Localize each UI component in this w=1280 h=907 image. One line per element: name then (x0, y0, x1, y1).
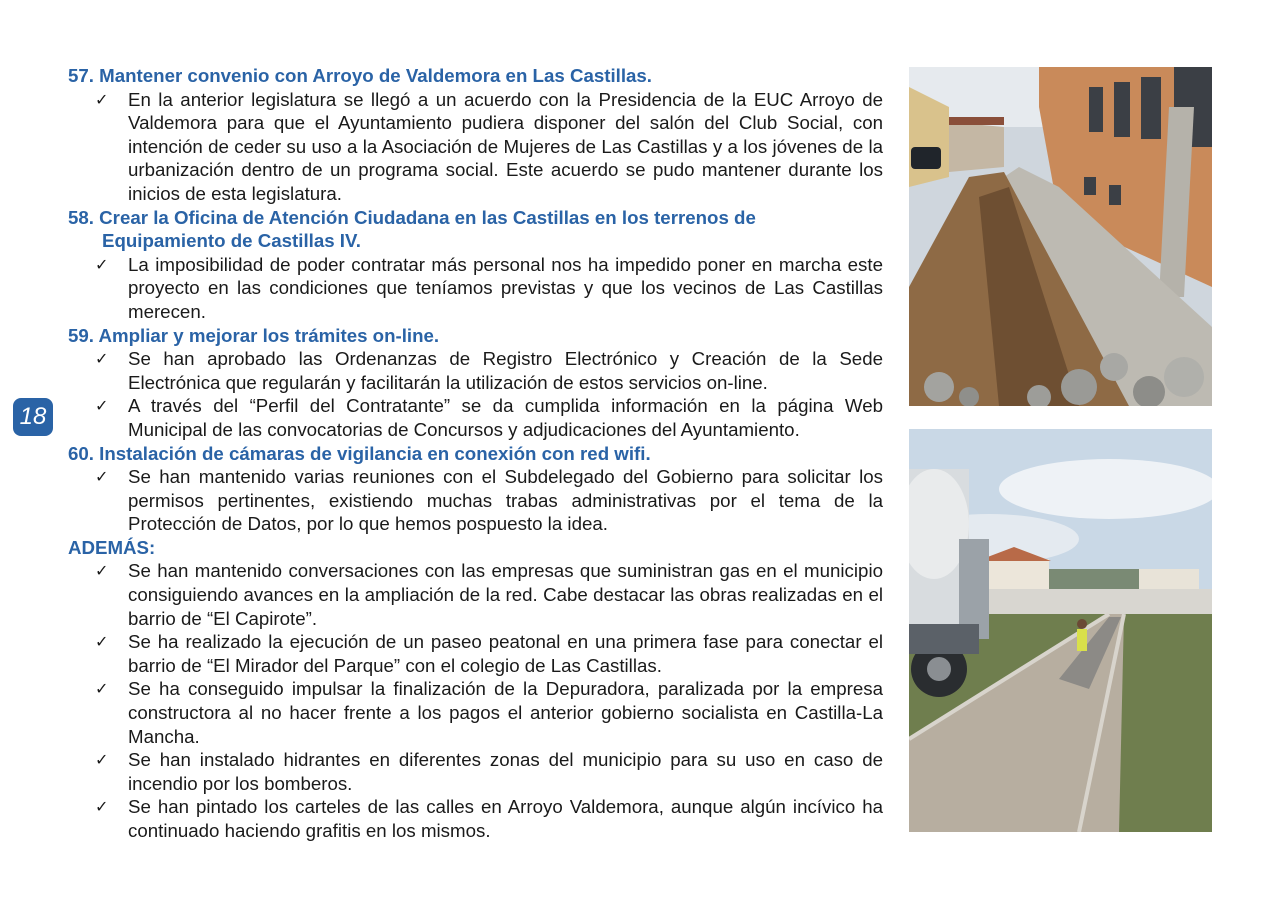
section-heading: 60. Instalación de cámaras de vigilancia en conexión con red wifi. (68, 442, 651, 464)
list-item (68, 465, 883, 536)
list-item-text: Se han pintado los carteles de las calles en Arroyo Valdemora, aunque algún incívico ha continuado haciendo grafitis en los mismos. (128, 796, 883, 841)
list-item (68, 677, 883, 748)
list-item (68, 88, 883, 206)
photo-pedestrian-path (909, 429, 1212, 832)
checkmark-icon: ✓ (95, 467, 109, 487)
pedestrian-path-illustration (909, 429, 1212, 832)
checkmark-icon: ✓ (95, 349, 109, 369)
list-item-text: Se han mantenido conversaciones con las empresas que suministran gas en el municipio consiguiendo avances en la ampliación de la red. Cabe destacar las obras realizadas en el barrio de “El Capirote”. (128, 560, 883, 629)
page-number-badge: 18 (13, 398, 53, 436)
section-heading: 57. Mantener convenio con Arroyo de Valdemora en Las Castillas. (68, 65, 653, 86)
list-item (68, 748, 883, 795)
list-item (68, 795, 883, 842)
list-item-text: Se ha conseguido impulsar la finalización de la Depuradora, paralizada por la empresa constructora al no hacer frente a los pagos el anterior gobierno socialista en Castilla-La Mancha. (128, 678, 883, 747)
section-heading: 58. Crear la Oficina de Atención Ciudadana en las Castillas en los terrenos de Equipamiento de Castillas IV. (68, 206, 756, 252)
list-item-text: La imposibilidad de poder contratar más personal nos ha impedido poner en marcha este proyecto en las condiciones que teníamos previstas y que los vecinos de Las Castillas merecen. (128, 253, 883, 322)
list-item-text: A través del “Perfil del Contratante” se da cumplida información en la página Web Municipal de las convocatorias de Concursos y adjudicaciones del Ayuntamiento. (128, 395, 883, 440)
list-item-text: Se han instalado hidrantes en diferentes zonas del municipio para su uso en caso de incendio por los bomberos. (128, 749, 883, 794)
photo-street-trench (909, 67, 1212, 406)
list-item (68, 394, 883, 441)
list-item (68, 253, 883, 324)
list-item (68, 630, 883, 677)
checkmark-icon: ✓ (95, 396, 109, 416)
checkmark-icon: ✓ (95, 632, 109, 652)
list-item-text: Se han aprobado las Ordenanzas de Registro Electrónico y Creación de la Sede Electrónica que regularán y facilitarán la utilización de estos servicios on-line. (128, 348, 883, 393)
list-item (68, 559, 883, 630)
list-item-text: Se han mantenido varias reuniones con el Subdelegado del Gobierno para solicitar los permisos pertinentes, existiendo muchas trabas administrativas por el tema de la Protección de Datos, por lo que hemos pospuesto la idea. (128, 466, 883, 535)
list-item (68, 347, 883, 394)
checkmark-icon: ✓ (95, 89, 109, 109)
checkmark-icon: ✓ (95, 561, 109, 581)
checkmark-icon: ✓ (95, 254, 109, 274)
checkmark-icon: ✓ (95, 797, 109, 817)
section-heading: ADEMÁS: (68, 536, 156, 558)
document-body (68, 64, 883, 843)
list-item-text: En la anterior legislatura se llegó a un acuerdo con la Presidencia de la EUC Arroyo de Valdemora para que el Ayuntamiento pudiera disponer del salón del Club Social, con intención de ceder su uso a la Asociación de Mujeres de Las Castillas y a los jóvenes de la urbanización dentro de un programa social. Este acuerdo se pudo mantener durante los inicios de esta legislatura. (128, 88, 883, 204)
street-trench-illustration (909, 67, 1212, 406)
list-item-text: Se ha realizado la ejecución de un paseo peatonal en una primera fase para conectar el barrio de “El Mirador del Parque” con el colegio de Las Castillas. (128, 631, 883, 676)
checkmark-icon: ✓ (95, 679, 109, 699)
section-heading: 59. Ampliar y mejorar los trámites on-line. (68, 324, 440, 346)
checkmark-icon: ✓ (95, 750, 109, 770)
